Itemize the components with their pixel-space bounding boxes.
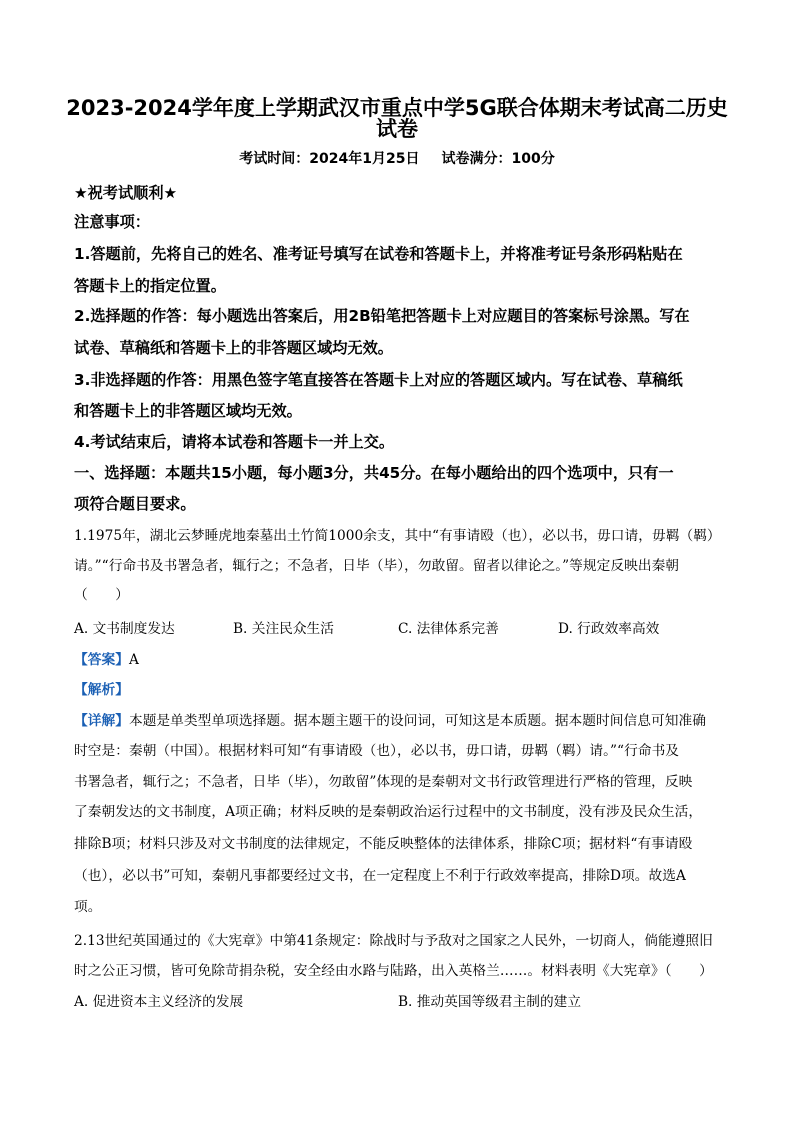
q1-stem-line: （ ） [74,587,129,603]
q1-detail-line: 书署急者，辄行之；不急者，日毕（毕），勿敢留”体现的是秦朝对文书行政管理进行严格的管理，反映 [74,774,693,790]
answer-tag: 【答案】 [74,652,129,668]
notice-line: 和答题卡上的非答题区域均无效。 [74,402,302,420]
q1-detail-line: 了秦朝发达的文书制度，A项正确；材料反映的是秦朝政治运行过程中的文书制度，没有涉及民众生活， [74,804,703,820]
q1-detail-line: 排除B项；材料只涉及对文书制度的法律规定，不能反映整体的法律体系，排除C项；据材料“有事请殴 [74,836,693,852]
notice-line: 3.非选择题的作答：用黑色签字笔直接答在答题卡上对应的答题区域内。写在试卷、草稿纸 [74,371,683,389]
notice-line: 2.选择题的作答：每小题选出答案后，用2B铅笔把答题卡上对应题目的答案标号涂黑。写在 [74,307,690,325]
section-heading-line2: 项符合题目要求。 [74,495,196,513]
q1-stem-line: 请。”“行命书及书署急者，辄行之；不急者，日毕（毕），勿敢留。留者以律论之。”等规定反映出秦朝 [74,558,680,574]
q1-option-d: D. 行政效率高效 [558,621,660,637]
q1-detail-line: 项。 [74,899,102,915]
q1-detail-line [74,711,724,731]
q1-detail-line: （也），必以书”可知，秦朝凡事都要经过文书，在一定程度上不利于行政效率提高，排除D项。故选A [74,868,686,884]
q1-stem-line: 1.1975年，湖北云梦睡虎地秦墓出土竹简1000余支，其中“有事请殴（也），必以书，毋口请，毋羁（羁） [74,528,721,544]
detail-tag: 【详解】 [74,713,129,729]
q2-stem-line: 时之公正习惯，皆可免除苛捐杂税，安全经由水路与陆路，出入英格兰……。材料表明《大宪章》（ ） [74,963,713,979]
section-heading-line1: 一、选择题：本题共15小题，每小题3分，共45分。在每小题给出的四个选项中，只有一 [74,464,674,482]
exam-title-line1: 2023-2024学年度上学期武汉市重点中学5G联合体期末考试高二历史 [66,96,728,120]
notice-line: 1.答题前，先将自己的姓名、准考证号填写在试卷和答题卡上，并将准考证号条形码粘贴在 [74,245,683,263]
exam-info [60,150,734,168]
detail-text: 本题是单类型单项选择题。据本题主题干的设问词，可知这是本质题。据本题时间信息可知准确 [128,713,706,729]
q1-detail-line: 时空是：秦朝（中国）。根据材料可知“有事请殴（也），必以书，毋口请，毋羁（羁）请。”“行命书及 [74,743,680,759]
exam-title-line2: 试卷 [376,117,418,141]
notice-line: 4.考试结束后，请将本试卷和答题卡一并上交。 [74,433,395,451]
q2-option-b: B. 推动英国等级君主制的建立 [398,994,582,1010]
answer-value: A [128,652,139,668]
exam-time: 考试时间：2024年1月25日 [239,151,420,167]
q1-option-b: B. 关注民众生活 [233,621,334,637]
q1-option-a: A. 文书制度发达 [74,621,175,637]
q1-option-c: C. 法律体系完善 [398,621,499,637]
wish-line: ★祝考试顺利★ [74,184,178,202]
notice-line: 答题卡上的指定位置。 [74,277,226,295]
notice-heading: 注意事项： [74,213,150,231]
q1-analysis-line [74,680,724,700]
full-score: 试卷满分：100分 [441,151,555,167]
q2-stem-line: 2.13世纪英国通过的《大宪章》中第41条规定：除战时与予敌对之国家之人民外，一切商人，倘能遵照旧 [74,933,713,949]
notice-line: 试卷、草稿纸和答题卡上的非答题区域均无效。 [74,339,393,357]
q2-option-a: A. 促进资本主义经济的发展 [74,994,244,1010]
analysis-tag: 【解析】 [74,682,129,698]
q1-answer-line [74,650,724,670]
